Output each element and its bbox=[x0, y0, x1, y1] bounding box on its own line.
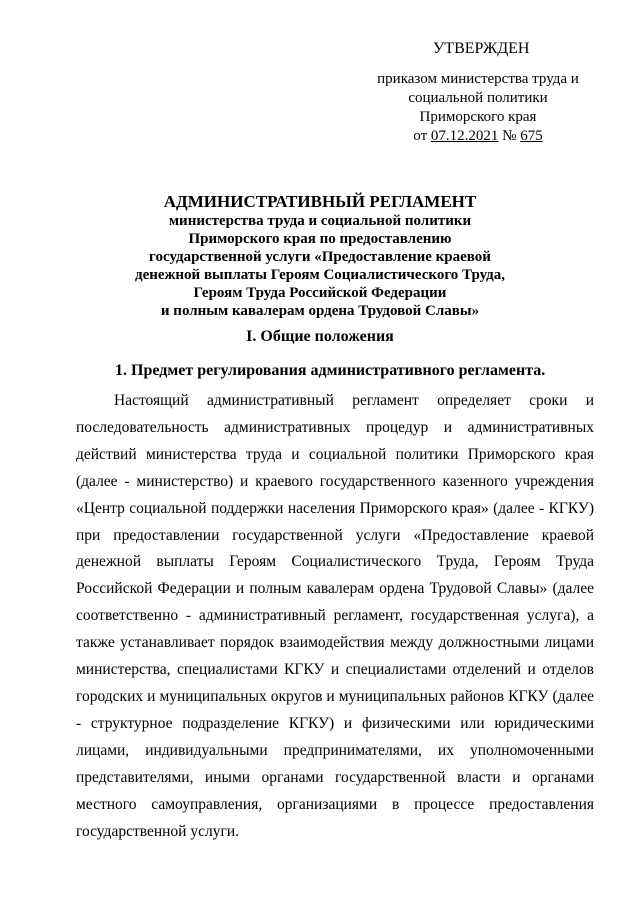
subsection-heading: 1. Предмет регулирования административного регламента. bbox=[115, 362, 546, 379]
approval-line-2: социальной политики bbox=[408, 90, 548, 106]
title-line: государственной услуги «Предоставление краевой bbox=[149, 249, 491, 265]
number-sign: № bbox=[498, 128, 521, 144]
title-line: министерства труда и социальной политики bbox=[168, 213, 472, 229]
body-paragraph: Настоящий административный регламент определяет сроки и последовательность административных процедур и административных действий министерства труда и социальной политики Приморского края (далее - министерство) и краевого государственного казенного учреждения «Центр социальной поддержки населения Приморского края» (далее - КГКУ) при предоставлении государственной услуги «Предоставление краевой денежной выплаты Героям Социалистического Труда, Героям Труда Российской Федерации и полным кавалерам ордена Трудовой Славы» (далее соответственно - административный регламент, государственная услуга), а также устанавливает порядок взаимодействия между должностными лицами министерства, специалистами КГКУ и специалистами отделений и отделов городских и муниципальных округов и муниципальных районов КГКУ (далее - структурное подразделение КГКУ) и физическими или юридическими лицами, индивидуальными предпринимателями, их уполномоченными представителями, иными органами государственной власти и органами местного самоуправления, организациями в процессе предоставления государственной услуги. bbox=[76, 392, 594, 840]
approved-label: УТВЕРЖДЕН bbox=[433, 40, 530, 57]
order-date: 07.12.2021 bbox=[430, 128, 499, 144]
body-text bbox=[76, 388, 594, 845]
title-line: и полным кавалерам ордена Трудовой Славы» bbox=[160, 303, 480, 319]
title-main: АДМИНИСТРАТИВНЫЙ РЕГЛАМЕНТ bbox=[163, 192, 477, 211]
approval-line-4 bbox=[360, 127, 596, 146]
approval-details bbox=[360, 70, 596, 146]
approval-line-3: Приморского края bbox=[419, 109, 537, 125]
title-line: денежной выплаты Героям Социалистического Труда, bbox=[134, 267, 505, 283]
approval-line-1: приказом министерства труда и bbox=[377, 71, 579, 87]
title-line: Героям Труда Российской Федерации bbox=[193, 285, 447, 301]
section-heading: I. Общие положения bbox=[246, 328, 394, 345]
approval-prefix: от bbox=[413, 128, 431, 144]
title-line: Приморского края по предоставлению bbox=[188, 231, 452, 247]
order-number: 675 bbox=[520, 128, 543, 144]
document-title bbox=[70, 192, 570, 320]
